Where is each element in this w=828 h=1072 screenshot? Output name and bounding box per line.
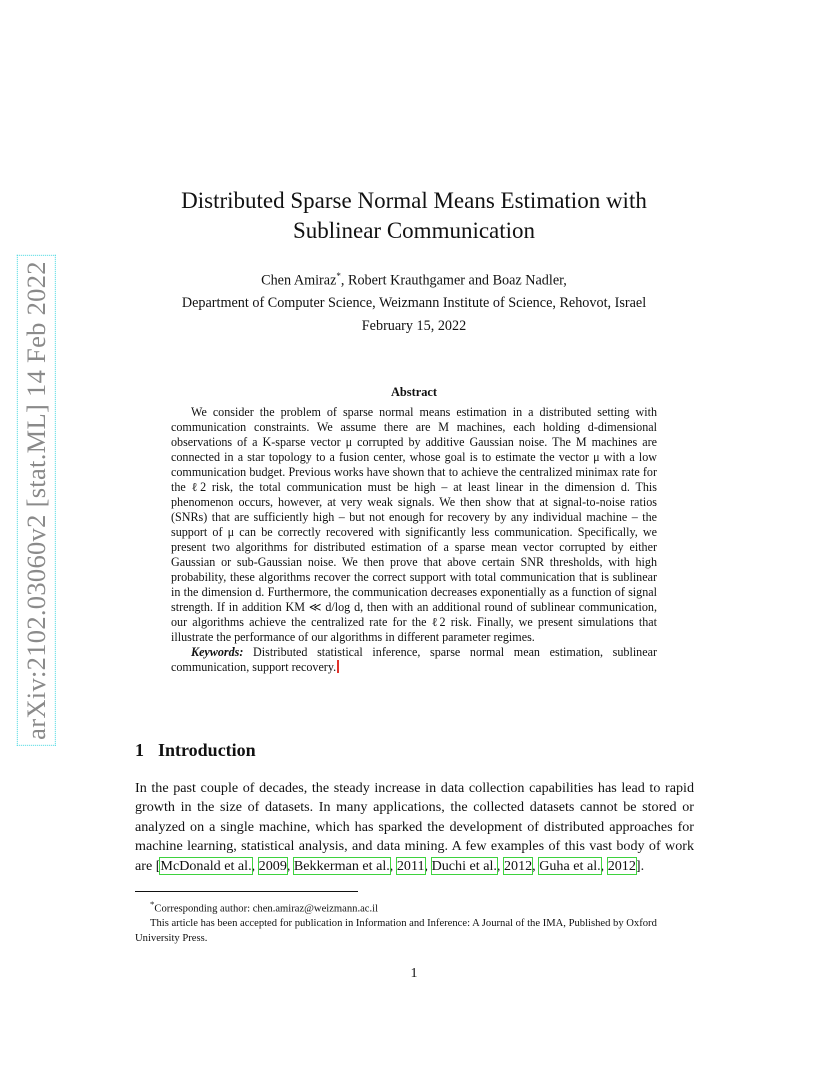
citation-sep: , (389, 857, 397, 874)
citation-year-duchi[interactable]: 2012 (503, 857, 533, 874)
footnote-1 (135, 897, 694, 917)
citation-sep: , (600, 857, 608, 874)
section-heading-introduction (135, 740, 256, 761)
keywords-line (171, 645, 657, 675)
citation-author-guha[interactable]: Guha et al. (539, 857, 601, 874)
author-amiraz: Chen Amiraz (261, 272, 337, 289)
authors-block (0, 265, 828, 314)
citation-year-bekkerman[interactable]: 2011 (396, 857, 425, 874)
citation-sep: , (532, 857, 540, 874)
citation-year-guha[interactable]: 2012 (607, 857, 636, 874)
introduction-paragraph (135, 779, 694, 876)
footnote-2: This article has been accepted for publication in Information and Inference: A Journal of the IMA, Published by Oxford University Press. (135, 918, 657, 944)
corresponding-author-mark[interactable]: * (336, 271, 341, 281)
section-title: Introduction (158, 740, 256, 760)
intro-text-end: ]. (635, 857, 645, 874)
intro-text (135, 779, 694, 876)
section-number: 1 (135, 740, 144, 760)
text-cursor-mark (337, 660, 339, 673)
citation-sep: , (424, 857, 432, 874)
arxiv-identifier-link[interactable]: arXiv:2102.03060v2 [stat.ML] 14 Feb 2022 (20, 260, 51, 740)
page-number: 1 (410, 966, 418, 981)
keywords-label: Keywords: (191, 645, 244, 659)
citation-sep: , (251, 857, 259, 874)
citation-author-mcdonald[interactable]: McDonald et al. (160, 857, 252, 874)
abstract-heading: Abstract (390, 385, 438, 399)
citation-sep: , (286, 857, 294, 874)
title-line-1: Distributed Sparse Normal Means Estimation with (181, 188, 647, 213)
abstract-text: We consider the problem of sparse normal means estimation in a distributed setting with communication constraints. We assume there are M machines, each holding d-dimensional observations of a K-sparse vector μ corrupted by additive Gaussian noise. The M machines are connected in a star topology to a fusion center, whose goal is to estimate the vector μ with a low communication budget. Previous works have shown that to achieve the centralized minimax rate for the ℓ2 risk, the total communication must be high – at least linear in the dimension d. This phenomenon occurs, however, at very weak signals. We then show that at signal-to-noise ratios (SNRs) that are sufficiently high – but not enough for recovery by any individual machine – the support of μ can be correctly recovered with significantly less communication. Specifically, we present two algorithms for distributed estimation of a sparse mean vector corrupted by either Gaussian or sub-Gaussian noise. We then prove that above certain SNR thresholds, with high probability, these algorithms recover the correct support with total communication that is sublinear in the dimension d. Furthermore, the communication decreases exponentially as a function of signal strength. If in addition KM ≪ d/log d, then with an additional round of sublinear communication, our algorithms achieve the centralized rate for the ℓ2 risk. Finally, we present simulations that illustrate the performance of our algorithms in different parameter regimes. (171, 405, 657, 644)
footnotes (135, 897, 694, 946)
citation-sep: , (496, 857, 504, 874)
paper-date: February 15, 2022 (361, 318, 467, 334)
footnote-1-text: Corresponding author: chen.amiraz@weizmann.ac.il (154, 903, 379, 915)
citation-author-bekkerman[interactable]: Bekkerman et al. (293, 857, 390, 874)
keywords-text: Distributed statistical inference, sparse normal mean estimation, sublinear communication, support recovery. (171, 645, 657, 674)
paper-title (0, 186, 828, 246)
affiliation: Department of Computer Science, Weizmann Institute of Science, Rehovot, Israel (181, 294, 647, 311)
abstract-body (171, 405, 657, 675)
citation-author-duchi[interactable]: Duchi et al. (431, 857, 497, 874)
footnote-1-mark: * (150, 899, 155, 909)
title-line-2: Sublinear Communication (292, 218, 536, 243)
intro-text-main: In the past couple of decades, the steady increase in data collection capabilities has lead to rapid growth in the size of datasets. In many applications, the collected datasets cannot be stored or analyzed on a single machine, which has sparked the development of distributed approaches for machine learning, statistical analysis, and data mining. A few examples of this vast body of work are [ (135, 780, 694, 874)
footnote-divider (135, 891, 358, 892)
other-authors: , Robert Krauthgamer and Boaz Nadler, (340, 272, 567, 289)
citation-year-mcdonald[interactable]: 2009 (258, 857, 287, 874)
author-line (0, 265, 828, 292)
